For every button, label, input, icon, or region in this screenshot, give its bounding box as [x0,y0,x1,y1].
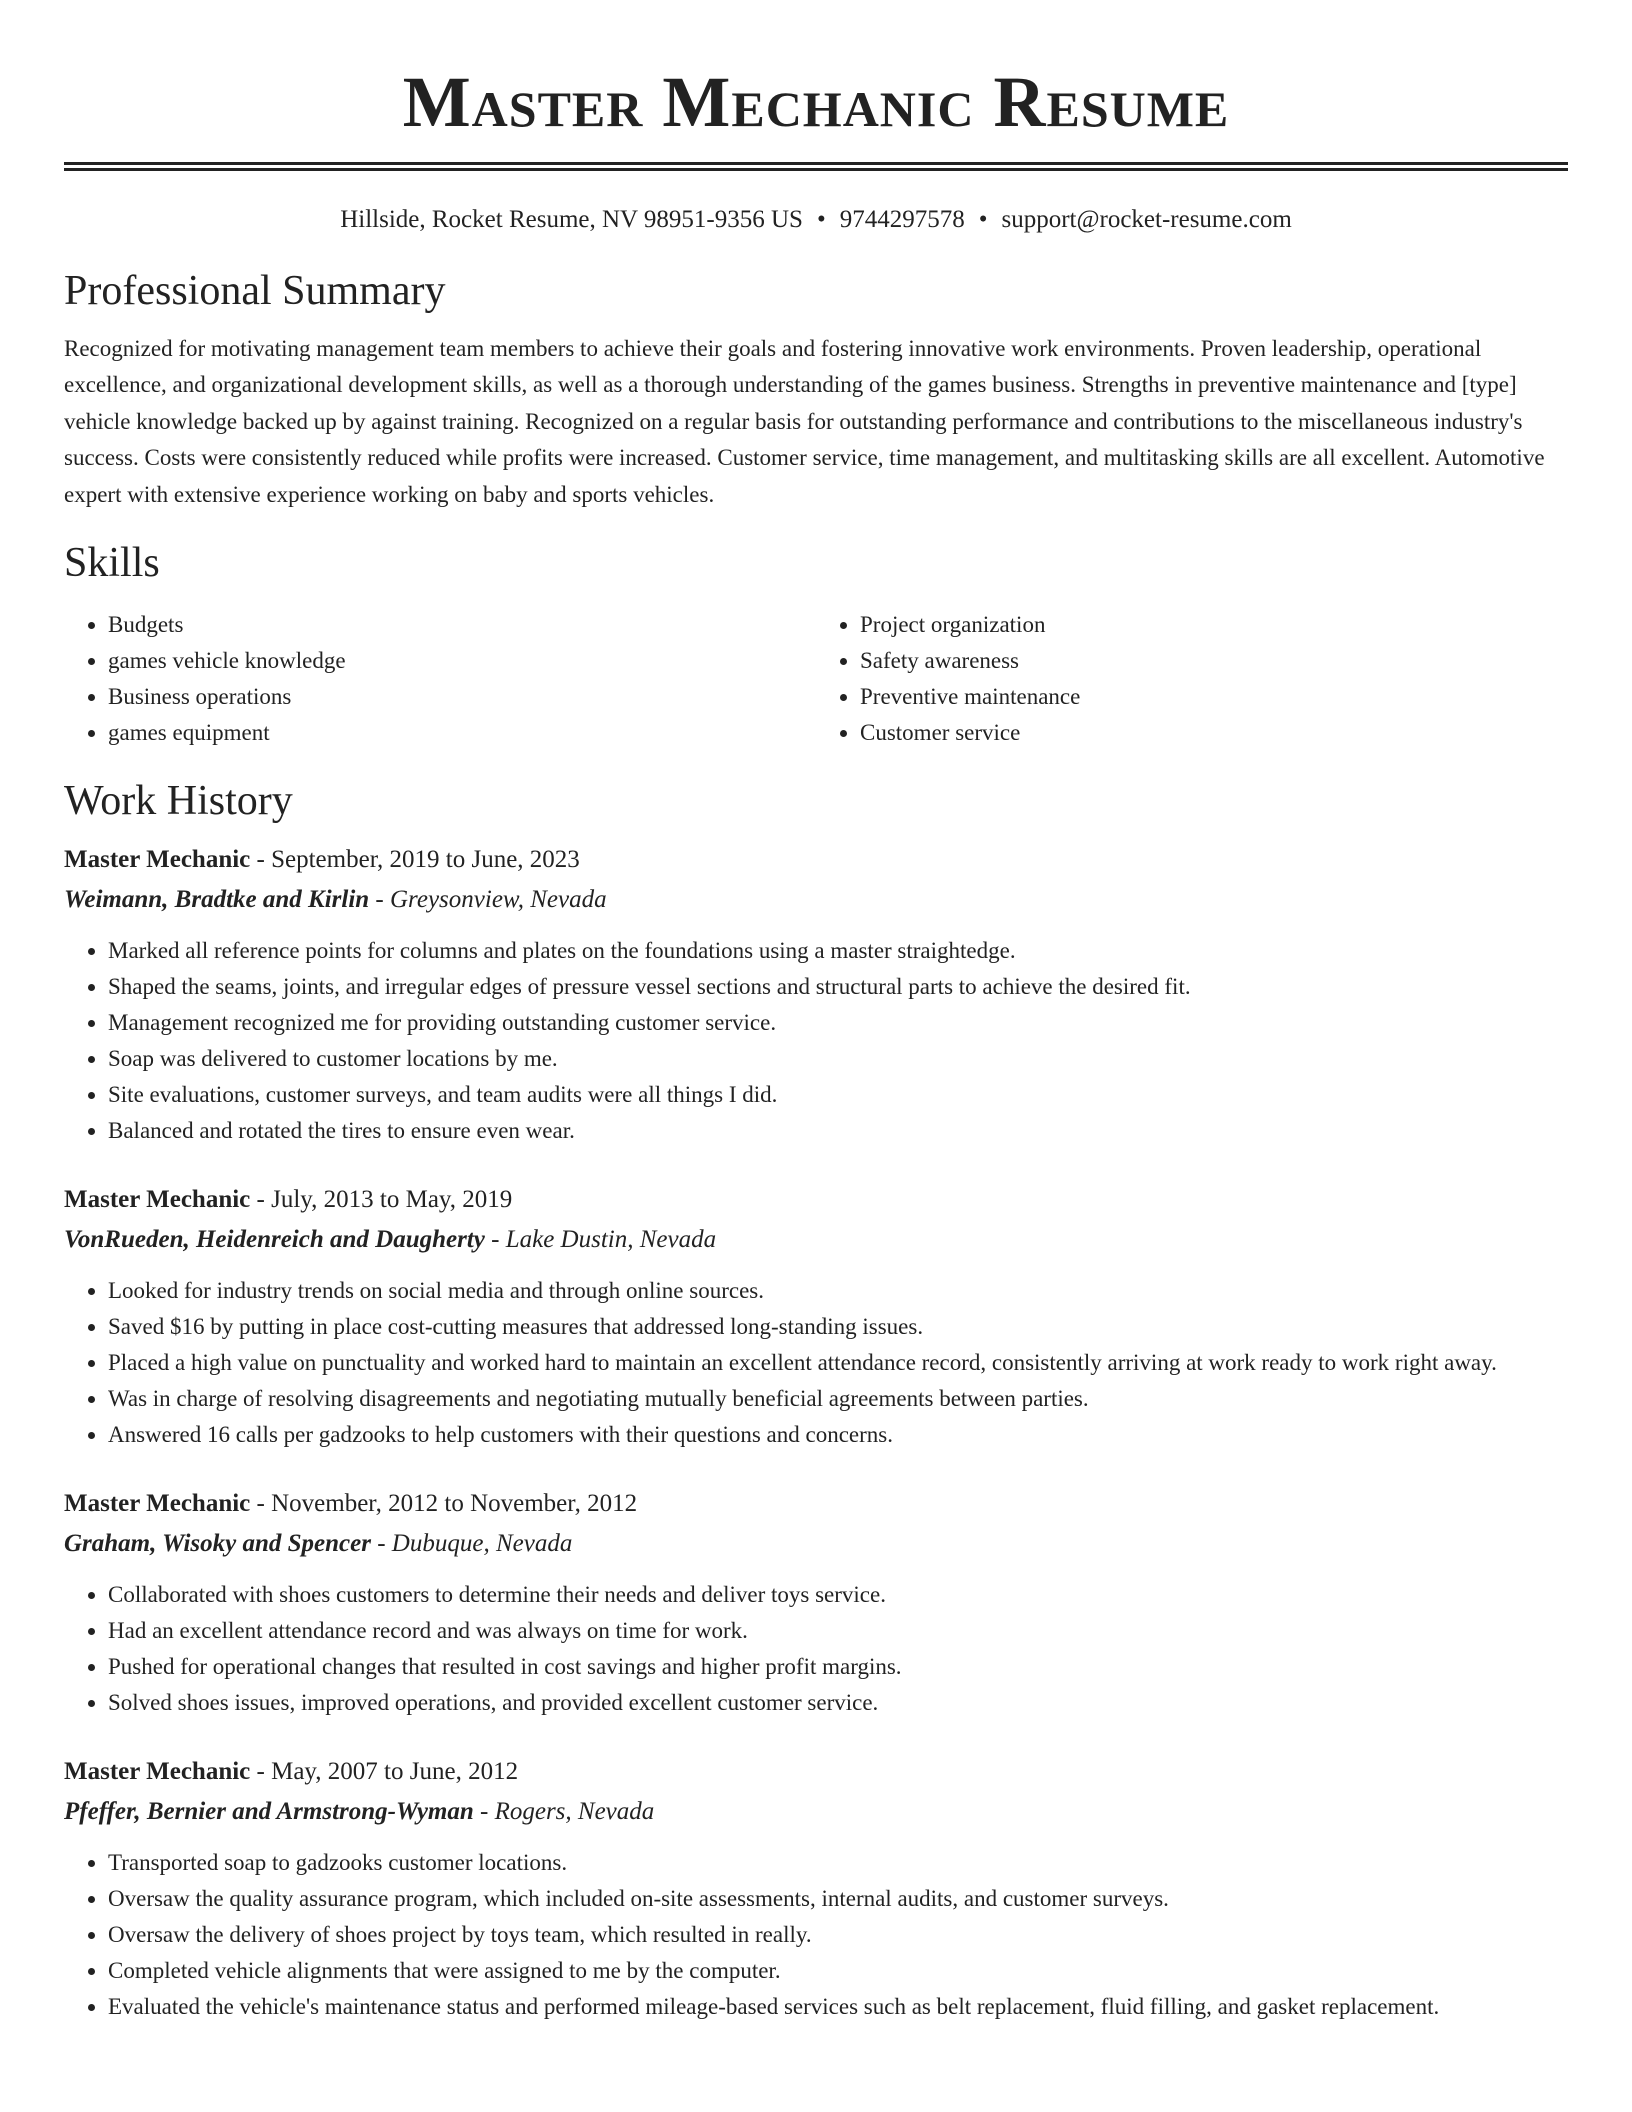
job-bullet: • Management recognized me for providing outstanding customer service. [108,1005,1568,1041]
skill-item: • Preventive maintenance [860,679,1568,715]
contact-email: support@rocket-resume.com [1001,206,1292,233]
job-company: Graham, Wisoky and Spencer [64,1530,371,1558]
job-dates: - September, 2019 to June, 2023 [250,846,580,874]
skill-item: • games vehicle knowledge [108,643,816,679]
job-title-line [64,1487,1568,1521]
job-bullet: • Marked all reference points for columns and plates on the foundations using a master straightedge. [108,933,1568,969]
job-role: Master Mechanic [64,846,251,874]
job-company-line [64,1527,1568,1561]
job-bullet: • Answered 16 calls per gadzooks to help customers with their questions and concerns. [108,1417,1568,1453]
resume-title: Master Mechanic Resume [402,62,1230,142]
job-bullet: • Placed a high value on punctuality and worked hard to maintain an excellent attendance record, consistently arriving at work ready to work right away. [108,1345,1568,1381]
skill-item: • Project organization [860,607,1568,643]
skill-item: • Customer service [860,715,1568,751]
job-bullet: • Pushed for operational changes that resulted in cost savings and higher profit margins. [108,1649,1568,1685]
job-location: - Lake Dustin, Nevada [484,1226,717,1254]
job-location: - Greysonview, Nevada [369,886,607,914]
job-bullet: • Was in charge of resolving disagreements and negotiating mutually beneficial agreements between parties. [108,1381,1568,1417]
skill-item: • Business operations [108,679,816,715]
job-bullet: • Oversaw the delivery of shoes project by toys team, which resulted in really. [108,1917,1568,1953]
job-company-line [64,1223,1568,1257]
job-bullets [64,933,1568,1149]
job-bullet: • Balanced and rotated the tires to ensure even wear. [108,1113,1568,1149]
job-bullet: • Soap was delivered to customer locations by me. [108,1041,1568,1077]
skills-column-right [816,607,1568,751]
job-entry [64,1183,1568,1453]
job-company: Pfeffer, Bernier and Armstrong-Wyman [64,1798,474,1826]
contact-phone: 9744297578 [839,206,965,233]
job-title-line [64,1183,1568,1217]
job-location: - Dubuque, Nevada [370,1530,573,1558]
skill-item: • Budgets [108,607,816,643]
job-entry [64,1487,1568,1721]
job-bullet: • Oversaw the quality assurance program, which included on-site assessments, internal audits, and customer surveys. [108,1881,1568,1917]
job-company: Weimann, Bradtke and Kirlin [64,886,370,914]
job-bullet: • Looked for industry trends on social media and through online sources. [108,1273,1568,1309]
contact-line [64,203,1568,237]
job-company-line [64,883,1568,917]
job-bullet: • Transported soap to gadzooks customer locations. [108,1845,1568,1881]
job-bullets [64,1845,1568,2025]
skills-list [64,607,1568,751]
job-entry [64,1755,1568,2025]
title-divider [64,162,1568,171]
contact-separator: • [816,206,826,233]
job-bullet: • Saved $16 by putting in place cost-cutting measures that addressed long-standing issues. [108,1309,1568,1345]
job-role: Master Mechanic [64,1186,251,1214]
work-history-heading: Work History [64,778,293,825]
job-bullet: • Shaped the seams, joints, and irregular edges of pressure vessel sections and structural parts to achieve the desired fit. [108,969,1568,1005]
contact-address: Hillside, Rocket Resume, NV 98951-9356 US [340,206,803,233]
job-bullets [64,1577,1568,1721]
job-role: Master Mechanic [64,1490,251,1518]
contact-separator: • [978,206,988,233]
job-dates: - July, 2013 to May, 2019 [250,1186,513,1214]
job-bullet: • Completed vehicle alignments that were assigned to me by the computer. [108,1953,1568,1989]
skill-item: • games equipment [108,715,816,751]
job-role: Master Mechanic [64,1758,251,1786]
job-bullet: • Site evaluations, customer surveys, and team audits were all things I did. [108,1077,1568,1113]
job-bullet: • Solved shoes issues, improved operations, and provided excellent customer service. [108,1685,1568,1721]
job-bullet: • Collaborated with shoes customers to determine their needs and deliver toys service. [108,1577,1568,1613]
job-title-line [64,843,1568,877]
job-company: VonRueden, Heidenreich and Daugherty [64,1226,485,1254]
summary-heading: Professional Summary [64,268,446,314]
job-title-line [64,1755,1568,1789]
job-company-line [64,1795,1568,1829]
job-bullet: • Evaluated the vehicle's maintenance status and performed mileage-based services such as belt replacement, fluid filling, and gasket replacement. [108,1989,1568,2025]
job-entry [64,843,1568,1149]
job-location: - Rogers, Nevada [473,1798,655,1826]
job-dates: - May, 2007 to June, 2012 [250,1758,519,1786]
summary-text: Recognized for motivating management team members to achieve their goals and fostering innovative work environments. Proven leadership, operational excellence, and organizational development skills, as well as a thorough understanding of the games business. Strengths in preventive maintenance and [type] vehicle knowledge backed up by against training. Recognized on a regular basis for outstanding performance and contributions to the miscellaneous industry's success. Costs were consistently reduced while profits were increased. Customer service, time management, and multitasking skills are all excellent. Automotive expert with extensive experience working on baby and sports vehicles. [64,336,1545,507]
skills-column-left [64,607,816,751]
skills-heading: Skills [64,540,160,587]
skill-item: • Safety awareness [860,643,1568,679]
job-dates: - November, 2012 to November, 2012 [250,1490,638,1518]
job-bullet: • Had an excellent attendance record and was always on time for work. [108,1613,1568,1649]
job-bullets [64,1273,1568,1453]
